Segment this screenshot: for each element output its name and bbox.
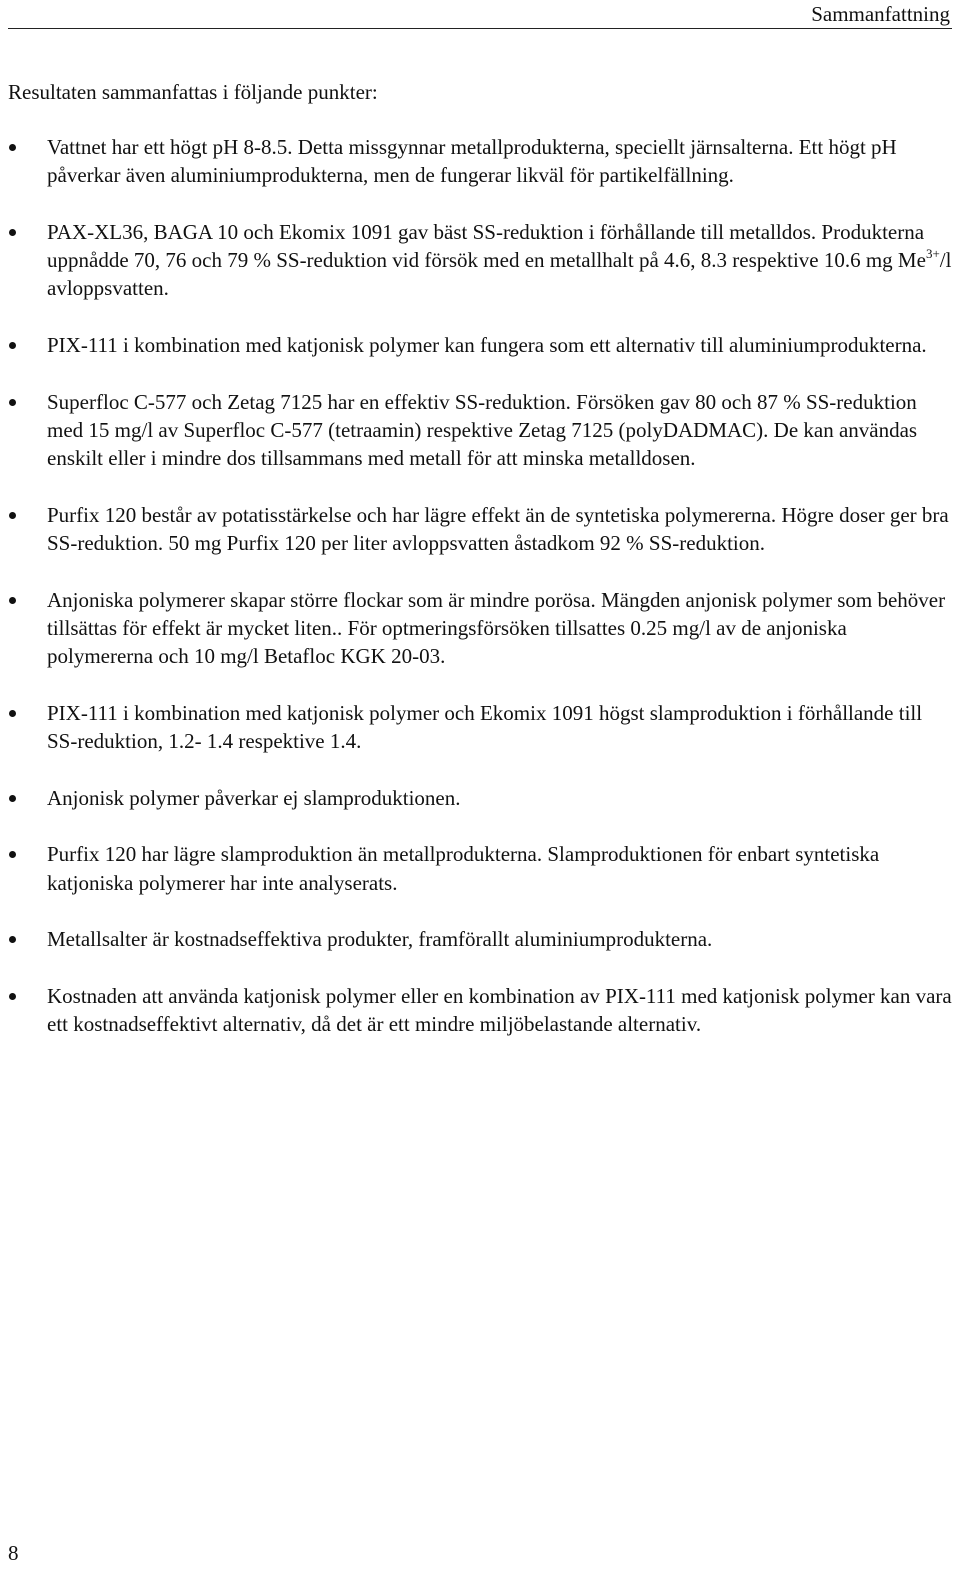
list-item-text: Kostnaden att använda katjonisk polymer eller en kombination av PIX-111 med katjonisk polymer kan vara ett kostnadseffektivt alternativ, då det är ett mindre miljöbelastande alternativ.: [47, 984, 952, 1037]
list-item: [0, 784, 960, 812]
list-item: [0, 388, 960, 473]
bullet-icon: [9, 936, 16, 943]
bullet-icon: [9, 795, 16, 802]
page-number: 8: [8, 1541, 19, 1565]
bullet-icon: [9, 851, 16, 858]
list-item-text: PIX-111 i kombination med katjonisk polymer kan fungera som ett alternativ till aluminiumprodukterna.: [47, 333, 927, 358]
superscript-charge: 3+: [925, 246, 940, 262]
summary-list: [0, 133, 960, 1067]
list-item-text: [47, 218, 952, 303]
header-title: Sammanfattning: [811, 2, 950, 26]
page-header: [0, 0, 960, 28]
list-item-text: Anjoniska polymerer skapar större flockar som är mindre porösa. Mängden anjonisk polymer som behöver tillsättas för effekt är mycket liten.. För optmeringsförsöken tillsattes 0.25 mg/l av de anjoniska polymererna och 10 mg/l Betafloc KGK 20-03.: [47, 587, 946, 669]
list-item-text: Superfloc C-577 och Zetag 7125 har en effektiv SS-reduktion. Försöken gav 80 och 87 % SS-reduktion med 15 mg/l av Superfloc C-577 (tetraamin) respektive Zetag 7125 (polyDADMAC). De kan användas enskilt eller i mindre dos tillsammans med metall för att minska metalldosen.: [47, 389, 918, 471]
bullet-icon: [9, 512, 16, 519]
list-item-text: Purfix 120 består av potatisstärkelse och har lägre effekt än de syntetiska polymererna. Högre doser ger bra SS-reduktion. 50 mg Purfix 120 per liter avloppsvatten åstadkom 92 % SS-reduktion.: [47, 502, 949, 556]
list-item: [0, 982, 960, 1038]
header-rule: [8, 28, 952, 29]
list-item-text-main: PAX-XL36, BAGA 10 och Ekomix 1091 gav bäst SS-reduktion i förhållande till metalldos. Produkterna uppnådde 70, 76 och 79 % SS-reduktion vid försök med en metallhalt på 4.6, 8.3 respektive 10.6 mg Me: [47, 219, 926, 273]
bullet-icon: [9, 144, 16, 151]
list-item-text: Vattnet har ett högt pH 8-8.5. Detta missgynnar metallprodukterna, speciellt järnsalterna. Ett högt pH påverkar även aluminiumprodukterna, men de fungerar likväl för partikelfällning.: [47, 135, 897, 188]
list-item: [0, 133, 960, 189]
bullet-icon: [9, 993, 16, 1000]
list-item: [0, 218, 960, 303]
intro-text: Resultaten sammanfattas i följande punkter:: [8, 80, 378, 104]
list-item-text: Anjonisk polymer påverkar ej slamproduktionen.: [47, 785, 461, 810]
list-item-text: Metallsalter är kostnadseffektiva produkter, framförallt aluminiumprodukterna.: [47, 927, 713, 952]
bullet-icon: [9, 342, 16, 349]
list-item: [0, 925, 960, 953]
list-item-text: Purfix 120 har lägre slamproduktion än metallprodukterna. Slamproduktionen för enbart syntetiska katjoniska polymerer har inte analyserats.: [47, 842, 880, 895]
list-item: [0, 840, 960, 896]
list-item: [0, 501, 960, 557]
bullet-icon: [9, 399, 16, 406]
bullet-icon: [9, 710, 16, 717]
list-item-text-tail: /l avloppsvatten.: [47, 248, 952, 301]
bullet-icon: [9, 597, 16, 604]
list-item: [0, 699, 960, 755]
bullet-icon: [9, 229, 16, 236]
list-item: [0, 586, 960, 671]
list-item-text: PIX-111 i kombination med katjonisk polymer och Ekomix 1091 högst slamproduktion i förhållande till SS-reduktion, 1.2- 1.4 respektive 1.4.: [47, 700, 923, 754]
list-item: [0, 331, 960, 359]
